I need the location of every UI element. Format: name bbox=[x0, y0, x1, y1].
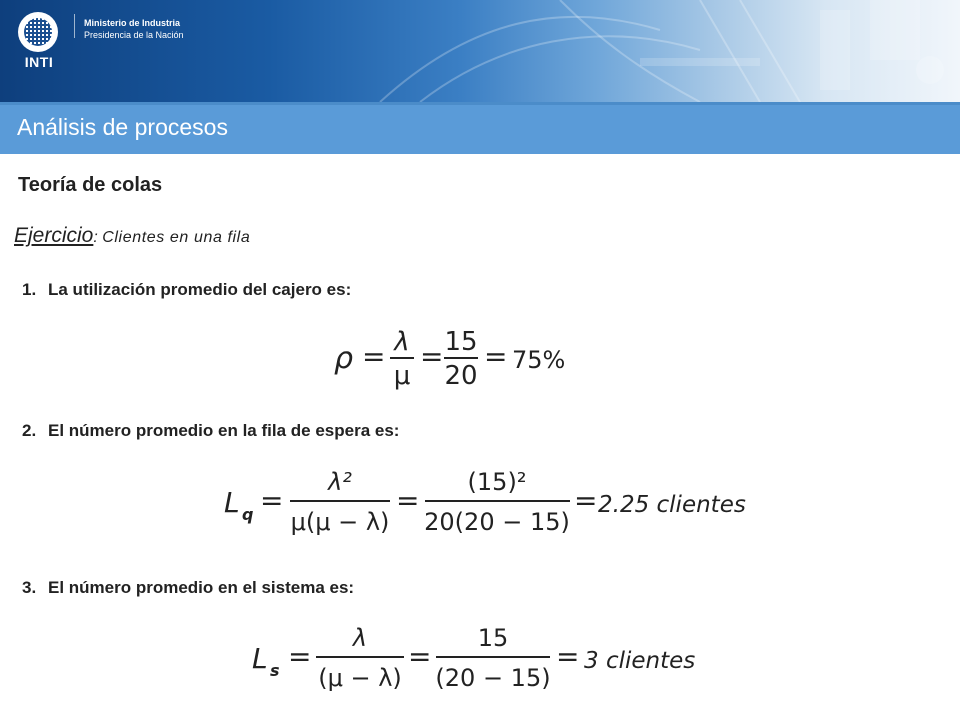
equals-sign: = bbox=[396, 484, 420, 517]
logo-grid-icon bbox=[24, 18, 52, 46]
formula-lhs-subscript: q bbox=[242, 505, 254, 524]
ministry-label bbox=[84, 17, 184, 41]
formula-numerator-value: (15)² bbox=[467, 468, 527, 496]
inti-logo bbox=[18, 12, 58, 52]
formula-denominator-value: 20(20 − 15) bbox=[424, 508, 570, 536]
exercise-title: Clientes en una fila bbox=[102, 229, 251, 246]
exercise-heading bbox=[14, 224, 250, 248]
formula-denominator-value: (20 − 15) bbox=[435, 664, 551, 692]
equals-sign: = bbox=[420, 340, 444, 373]
formula-numerator: λ bbox=[394, 327, 410, 357]
equals-sign: = bbox=[260, 484, 284, 517]
equals-sign: = bbox=[288, 640, 312, 673]
formula-result: 75% bbox=[512, 346, 566, 374]
list-item-number: 3. bbox=[22, 578, 37, 597]
title-bar-strip bbox=[0, 102, 960, 105]
list-item-number: 1. bbox=[22, 280, 37, 299]
formula-lhs: ρ bbox=[334, 341, 354, 376]
formula-result: 3 clientes bbox=[584, 648, 696, 674]
section-heading: Teoría de colas bbox=[18, 174, 163, 196]
formula-utilization bbox=[330, 322, 580, 392]
exercise-label: Ejercicio bbox=[14, 224, 94, 247]
formula-numerator: λ² bbox=[328, 468, 352, 496]
equals-sign: = bbox=[408, 640, 432, 673]
header-divider bbox=[74, 14, 75, 38]
title-bar bbox=[0, 102, 960, 154]
list-item bbox=[22, 421, 399, 441]
header-decoration bbox=[0, 0, 960, 102]
formula-result: 2.25 clientes bbox=[598, 492, 746, 518]
formula-denominator: μ bbox=[393, 361, 411, 391]
ministry-line2: Presidencia de la Nación bbox=[84, 30, 184, 40]
list-item bbox=[22, 280, 351, 300]
formula-denominator: μ(μ − λ) bbox=[290, 508, 390, 536]
formula-lhs: L bbox=[252, 642, 268, 675]
formula-denominator-value: 20 bbox=[444, 361, 478, 391]
formula-queue-length bbox=[220, 462, 760, 542]
formula-numerator: λ bbox=[352, 624, 368, 652]
list-item-number: 2. bbox=[22, 421, 37, 440]
formula-numerator-value: 15 bbox=[477, 624, 509, 652]
ministry-line1: Ministerio de Industria bbox=[84, 18, 181, 28]
exercise-separator: : bbox=[93, 229, 103, 246]
equals-sign: = bbox=[574, 484, 598, 517]
list-item-text: El número promedio en el sistema es: bbox=[48, 578, 355, 597]
formula-denominator: (μ − λ) bbox=[318, 664, 402, 692]
list-item bbox=[22, 578, 354, 598]
header-banner bbox=[0, 0, 960, 102]
slide-title: Análisis de procesos bbox=[17, 114, 228, 140]
equals-sign: = bbox=[362, 340, 386, 373]
list-item-text: El número promedio en la fila de espera es: bbox=[48, 421, 400, 440]
equals-sign: = bbox=[484, 340, 508, 373]
formula-lhs: L bbox=[224, 486, 240, 519]
equals-sign: = bbox=[556, 640, 580, 673]
list-item-text: La utilización promedio del cajero es: bbox=[48, 280, 352, 299]
logo-text: INTI bbox=[24, 54, 54, 70]
formula-system-length bbox=[248, 618, 718, 698]
formula-lhs-subscript: s bbox=[270, 661, 280, 680]
formula-numerator-value: 15 bbox=[444, 327, 478, 357]
